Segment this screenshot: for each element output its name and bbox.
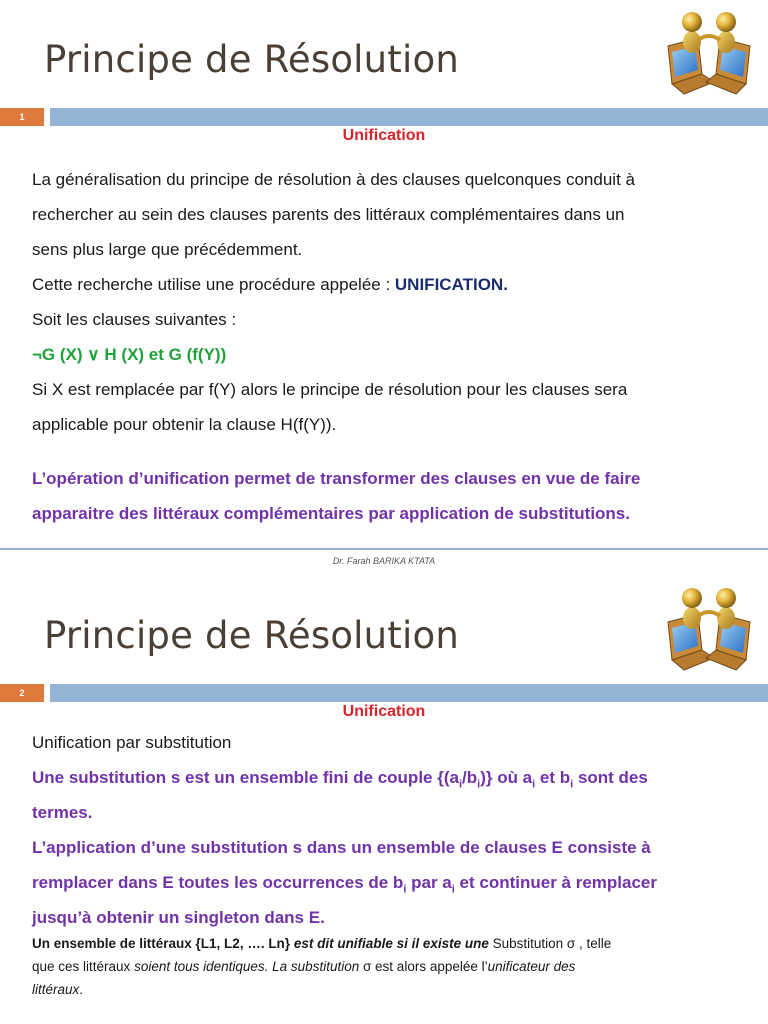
subscript: i bbox=[532, 778, 536, 791]
text-part: est dit unifiable si il existe une bbox=[290, 936, 489, 951]
body-line: Soit les clauses suivantes : bbox=[32, 310, 237, 329]
definition-line bbox=[32, 955, 752, 978]
text-part: )} où a bbox=[480, 768, 533, 787]
body-line: applicable pour obtenir la clause H(f(Y)). bbox=[32, 415, 337, 434]
definition-block bbox=[32, 932, 752, 1001]
text-part: soient tous identiques. bbox=[134, 959, 269, 974]
slide-2 bbox=[0, 576, 768, 1024]
text-part: /b bbox=[462, 768, 478, 787]
highlight-line: L’opération d’unification permet de transformer des clauses en vue de faire bbox=[32, 469, 641, 488]
text-part: Une substitution s est un ensemble fini de couple {(a bbox=[32, 768, 459, 787]
text-part: remplacer dans E toutes les occurrences de b bbox=[32, 873, 404, 892]
text-part: sont des bbox=[573, 768, 648, 787]
highlight-line: L’application d’une substitution s dans un ensemble de clauses E consiste à bbox=[32, 838, 651, 857]
highlight-line: termes. bbox=[32, 803, 93, 822]
highlight-line bbox=[32, 760, 752, 795]
text-part: et b bbox=[535, 768, 571, 787]
text-part: et continuer à remplacer bbox=[454, 873, 657, 892]
highlight-line bbox=[32, 865, 752, 900]
body-line: La généralisation du principe de résolution à des clauses quelconques conduit à bbox=[32, 170, 635, 189]
subscript: i bbox=[451, 883, 455, 896]
slide-number: 1 bbox=[0, 108, 44, 126]
body-line bbox=[32, 267, 752, 302]
body-line: sens plus large que précédemment. bbox=[32, 240, 303, 259]
body-line: Si X est remplacée par f(Y) alors le principe de résolution pour les clauses sera bbox=[32, 380, 628, 399]
text-part: que ces littéraux bbox=[32, 959, 135, 974]
subscript: i bbox=[403, 883, 407, 896]
text-part: . bbox=[79, 982, 84, 997]
slide-body bbox=[32, 726, 752, 935]
golden-figures-laptops-logo bbox=[658, 2, 762, 98]
body-line: rechercher au sein des clauses parents des littéraux complémentaires dans un bbox=[32, 205, 625, 224]
subscript: i bbox=[477, 778, 481, 791]
text-part: par a bbox=[406, 873, 452, 892]
slide-title: Principe de Résolution bbox=[44, 614, 459, 657]
body-line: Unification par substitution bbox=[32, 733, 232, 752]
text-part: unificateur des bbox=[487, 959, 576, 974]
slide-subtitle: Unification bbox=[342, 127, 426, 144]
text-part: littéraux bbox=[32, 982, 80, 997]
subscript: i bbox=[570, 778, 574, 791]
text-part: La substitution bbox=[268, 959, 360, 974]
definition-line bbox=[32, 978, 752, 1001]
footer-author: Dr. Farah BARIKA KTATA bbox=[332, 556, 436, 566]
highlight-line: apparaitre des littéraux complémentaires par application de substitutions. bbox=[32, 504, 630, 523]
slide-title: Principe de Résolution bbox=[44, 38, 459, 81]
subscript: i bbox=[458, 778, 463, 791]
slide-body bbox=[32, 162, 752, 531]
text-part: σ est alors appelée l’ bbox=[359, 959, 488, 974]
footer-divider bbox=[0, 548, 768, 550]
golden-figures-laptops-logo bbox=[658, 578, 762, 674]
header-bar bbox=[50, 108, 768, 126]
slide-subtitle: Unification bbox=[342, 703, 426, 720]
header-bar bbox=[50, 684, 768, 702]
slide-number: 2 bbox=[0, 684, 44, 702]
text-part: Un ensemble de littéraux {L1, L2, …. Ln} bbox=[32, 936, 291, 951]
text-part: Substitution σ , telle bbox=[488, 936, 612, 951]
definition-line bbox=[32, 932, 752, 955]
clause-formula: ¬G (X) ∨ H (X) et G (f(Y)) bbox=[32, 345, 227, 364]
highlight-line: jusqu’à obtenir un singleton dans E. bbox=[32, 908, 325, 927]
body-text: Cette recherche utilise une procédure appelée : bbox=[32, 275, 395, 294]
unification-keyword: UNIFICATION. bbox=[394, 275, 508, 294]
